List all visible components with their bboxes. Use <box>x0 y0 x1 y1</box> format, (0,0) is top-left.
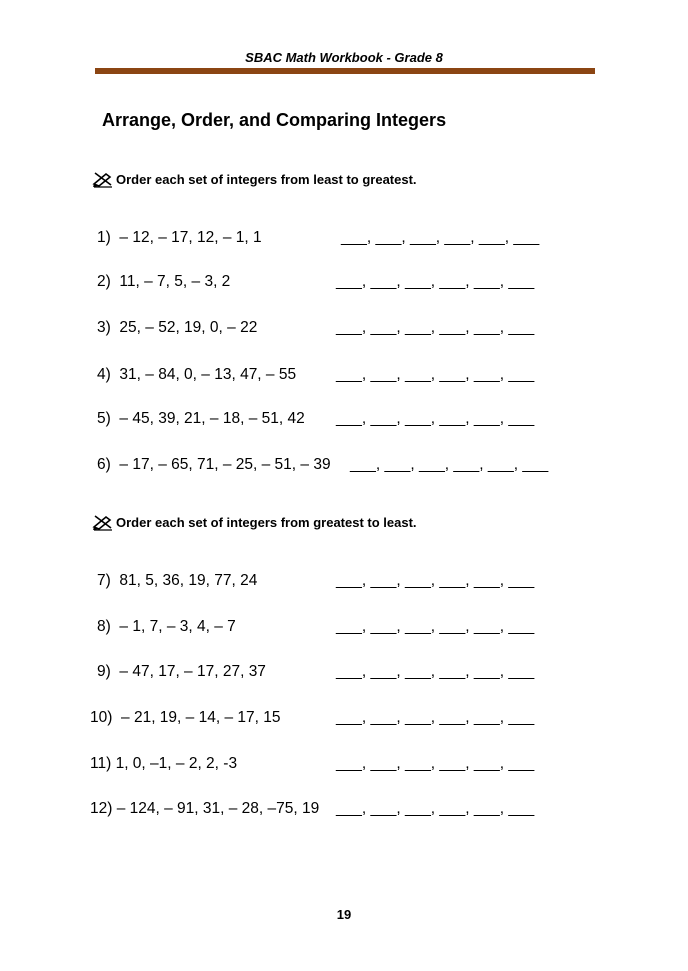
answer-blanks-3[interactable]: ___, ___, ___, ___, ___, ___ <box>336 319 535 336</box>
instruction-least-to-greatest <box>92 170 417 188</box>
pencil-icon <box>92 513 114 531</box>
answer-blanks-5[interactable]: ___, ___, ___, ___, ___, ___ <box>336 410 535 427</box>
answer-blanks-7[interactable]: ___, ___, ___, ___, ___, ___ <box>336 572 535 589</box>
answer-blanks-4[interactable]: ___, ___, ___, ___, ___, ___ <box>336 366 535 383</box>
page-number: 19 <box>336 907 352 922</box>
header-title: SBAC Math Workbook - Grade 8 <box>245 50 443 65</box>
problem-6: 6) – 17, – 65, 71, – 25, – 51, – 39 <box>97 456 331 473</box>
pencil-icon <box>92 170 114 188</box>
problem-1: 1) – 12, – 17, 12, – 1, 1 <box>97 229 262 246</box>
problem-8: 8) – 1, 7, – 3, 4, – 7 <box>97 618 236 635</box>
answer-blanks-6[interactable]: ___, ___, ___, ___, ___, ___ <box>350 456 549 473</box>
problem-5: 5) – 45, 39, 21, – 18, – 51, 42 <box>97 410 305 427</box>
instruction-text: Order each set of integers from least to greatest. <box>116 171 417 187</box>
problem-3: 3) 25, – 52, 19, 0, – 22 <box>97 319 258 336</box>
answer-blanks-8[interactable]: ___, ___, ___, ___, ___, ___ <box>336 618 535 635</box>
problem-10: 10) – 21, 19, – 14, – 17, 15 <box>90 709 281 726</box>
problem-9: 9) – 47, 17, – 17, 27, 37 <box>97 663 266 680</box>
answer-blanks-11[interactable]: ___, ___, ___, ___, ___, ___ <box>336 755 535 772</box>
answer-blanks-10[interactable]: ___, ___, ___, ___, ___, ___ <box>336 709 535 726</box>
answer-blanks-1[interactable]: ___, ___, ___, ___, ___, ___ <box>341 229 540 246</box>
page-title: Arrange, Order, and Comparing Integers <box>102 110 447 130</box>
problem-11: 11) 1, 0, –1, – 2, 2, -3 <box>90 755 238 772</box>
instruction-text: Order each set of integers from greatest to least. <box>116 514 417 530</box>
problem-7: 7) 81, 5, 36, 19, 77, 24 <box>97 572 258 589</box>
problem-2: 2) 11, – 7, 5, – 3, 2 <box>97 273 231 290</box>
answer-blanks-9[interactable]: ___, ___, ___, ___, ___, ___ <box>336 663 535 680</box>
problem-12: 12) – 124, – 91, 31, – 28, –75, 19 <box>90 800 320 817</box>
instruction-greatest-to-least <box>92 513 417 531</box>
answer-blanks-12[interactable]: ___, ___, ___, ___, ___, ___ <box>336 800 535 817</box>
header-rule <box>95 68 595 74</box>
problem-4: 4) 31, – 84, 0, – 13, 47, – 55 <box>97 366 297 383</box>
answer-blanks-2[interactable]: ___, ___, ___, ___, ___, ___ <box>336 273 535 290</box>
